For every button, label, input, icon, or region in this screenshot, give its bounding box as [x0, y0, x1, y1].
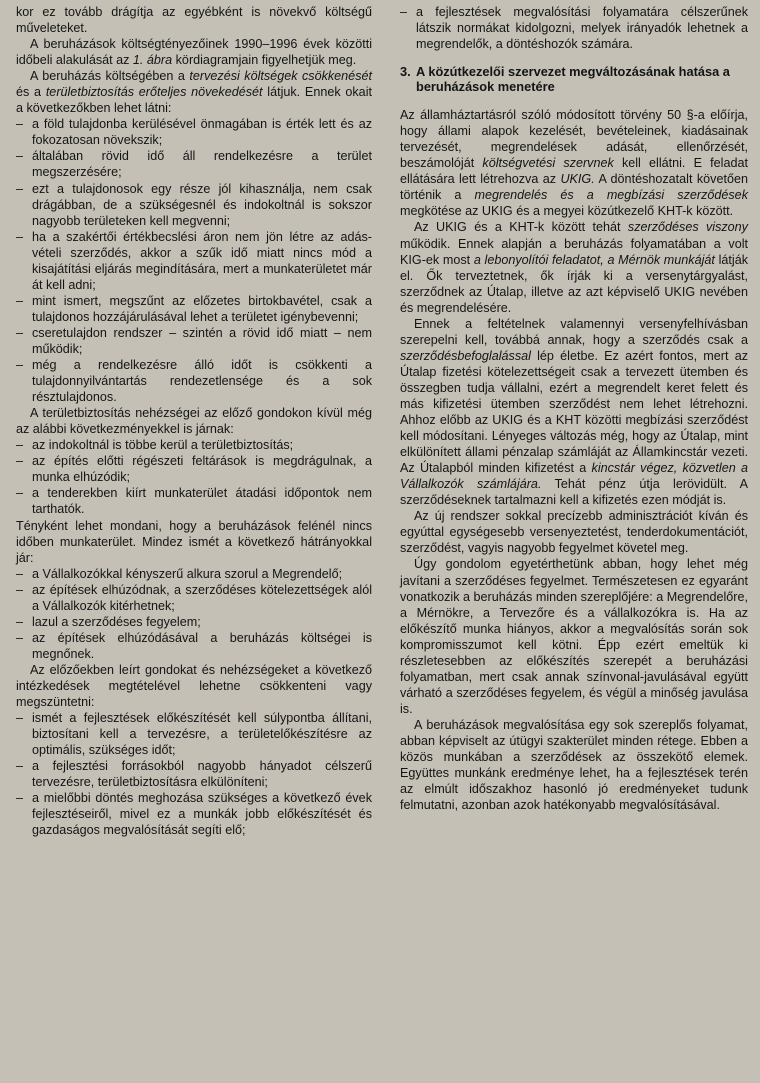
section-heading [400, 64, 748, 94]
emphasis-text: szerződésbefoglalással [400, 348, 531, 363]
emphasis-text: UKIG. [560, 172, 595, 187]
dash-list-item [16, 614, 372, 630]
text-run: megkötése az UKIG és a megyei közútkezelő KHT-k között. [400, 204, 734, 219]
text-run: lép életbe. Ez azért fontos, mert az Útalap fizetési kötelezettségeit csak a tervezett ütemben és összegben tudja vállalni, ezért a megrendelt keret felett és más kifizetési ütemben szerződést nem lehet létrehozni. Ahhoz előbb az UKIG és a KHT közötti megbízási szerződést kell módosítani. Lényeges változás még, hogy az Útalap, mint elkülönített állami pénzalap számláját az Államkincstár vezeti. Az Útalapból minden kifizetést a [400, 348, 748, 476]
emphasis-text: megrendelés és a megbízási szerződések [474, 188, 748, 203]
text-run: az építések elhúzódásával a beruházás költségei is megnőnek. [32, 630, 372, 661]
paragraph [16, 4, 372, 36]
emphasis-text: a lebonyolítói feladatot, a Mérnök munkáját [473, 252, 715, 267]
dash-list-item [16, 325, 372, 357]
right-column [400, 4, 748, 813]
text-run: Úgy gondolom egyetérthetünk abban, hogy lehet még javítani a szerződéses fegyelmet. Természetesen ez egyaránt vonatkozik a beruházás minden szereplőjére: a Megrendelőre, a Mérnökre, a Tervezőre és a vállalkozókra is. Ha az előkészítő munka hiányos, akkor a megvalósítás során sok kompromisszumot kell kötni. Épp ezért emeltük ki részletesebben az előkészítés szerepét a beruházási folyamatban, mert csak annak színvonal-javulásával együtt várható a szerződéses fegyelem, és végül a minőség javulása is. [400, 557, 748, 716]
text-run: ha a szakértői értékbecslési áron nem jön létre az adás-vételi szerződés, akkor a szűk idő miatt nincs mód a kisajátítási eljárás megindítására, mert a munkaterületet már át kell adni; [32, 229, 372, 292]
text-run: cseretulajdon rendszer – szintén a rövid idő miatt – nem működik; [32, 325, 372, 356]
text-run: kell ellátni. E feladat ellátására lett létrehozva az [400, 156, 748, 187]
section-number: 3. [400, 64, 411, 80]
text-run: mint ismert, megszűnt az előzetes birtokbavétel, csak a tulajdonos hozzájárulásával lehet a területet igénybevenni; [32, 293, 372, 324]
text-run: kördiagramjain figyelhetjük meg. [172, 53, 357, 68]
emphasis-text: költségvetési szervnek [482, 156, 614, 171]
emphasis-text: szerződéses viszony [627, 220, 748, 235]
text-run: még a rendelkezésre álló időt is csökkenti a tulajdonnyilvántartás rendezetlensége és a sok résztulajdonos. [32, 358, 372, 405]
text-run: az indokoltnál is többe kerül a területbiztosítás; [32, 438, 294, 453]
text-run: Az UKIG és a KHT-k között tehát [414, 220, 628, 235]
text-run: A közútkezelői szervezet megváltozásának hatása a beruházások menetére [416, 64, 730, 95]
paragraph [16, 36, 372, 68]
paragraph [400, 556, 748, 716]
dash-list-item [16, 148, 372, 180]
dash-list-item [16, 790, 372, 838]
text-run: a föld tulajdonba kerülésével önmagában is érték lett és az fokozatosan növekszik; [32, 117, 372, 148]
text-run: a tenderekben kiírt munkaterület átadási időpontok nem tarthatók. [32, 486, 372, 517]
text-run: A beruházások költségtényezőinek 1990–1996 évek közötti időbeli alakulását az [16, 37, 372, 68]
text-run: Az új rendszer sokkal precízebb adminisztrációt kíván és egyúttal egységesebb versenyeztetést, tenderdokumentációt, szerződést, vagyis nagyobb fegyelmet követel meg. [400, 509, 748, 556]
text-run: Ennek a feltételnek valamennyi versenyfelhívásban szerepelni kell, továbbá annak, hogy a szerződés csak a [400, 316, 748, 347]
text-run: A beruházások megvalósítása egy sok szereplős folyamat, abban képviselt az útügyi szakterület minden rétege. Ebben a közös munkában a szerződések az összekötő elemek. Együttes munkánk eredménye lehet, ha a fejlesztések terén az elmúlt időszakhoz hasonló jó eredményeket tudunk felmutatni, azonban azok hatékonyabb megvalósításával. [400, 717, 748, 813]
paragraph [400, 508, 748, 556]
paragraph [16, 68, 372, 116]
text-run: A területbiztosítás nehézségei az előző gondokon kívül még az alábbi következményekkel is járnak: [16, 406, 372, 437]
dash-list-item [16, 293, 372, 325]
dash-list-item [16, 181, 372, 229]
text-run: látjuk. Ennek okait a következőkben lehet látni: [16, 85, 372, 116]
paragraph [16, 518, 372, 566]
dash-list-item [16, 710, 372, 758]
dash-list-item [400, 4, 748, 52]
paragraph [16, 662, 372, 710]
dash-list-item [16, 229, 372, 293]
paragraph [400, 219, 748, 315]
text-run: az építés előtti régészeti feltárások is megdrágulnak, a munka elhúzódik; [32, 454, 372, 485]
dash-list-item [16, 116, 372, 148]
text-run: Tényként lehet mondani, hogy a beruházások felénél nincs időben munkaterület. Mindez ismét a következő hátrányokkal jár: [16, 518, 372, 565]
paragraph [400, 316, 748, 509]
dash-list-item [16, 453, 372, 485]
text-run: és a [16, 85, 46, 100]
text-run: lazul a szerződéses fegyelem; [32, 614, 201, 629]
paragraph [400, 107, 748, 219]
dash-list-item [16, 630, 372, 662]
paragraph [16, 405, 372, 437]
dash-list-item [16, 582, 372, 614]
emphasis-text: kincstár végez, közvetlen a Vállalkozók számlájára. [400, 461, 748, 492]
emphasis-text: 1. ábra [132, 53, 173, 68]
text-run: A döntéshozatalt követően történik a [400, 172, 748, 203]
text-run: a fejlesztések megvalósítási folyamatára célszerűnek látszik normákat kidolgozni, melyek irányadók lehetnek a megrendelők, a döntéshozók számára. [416, 5, 748, 52]
text-run: A beruházás költségében a [30, 69, 190, 84]
left-column [16, 4, 372, 838]
text-run: ezt a tulajdonosok egy része jól kihasználja, nem csak drágábban, de a szükségesnél és indokoltnál is sokszor nagyobb területeken kell megvenni; [32, 181, 372, 228]
emphasis-text: tervezési költségek csökkenését [189, 69, 372, 84]
text-run: a mielőbbi döntés meghozása szükséges a következő évek fejlesztéseiről, mivel ez a munkák jobb előkészítését és gazdaságos megvalósítását segíti elő; [32, 791, 372, 838]
text-run: a fejlesztési forrásokból nagyobb hányadot célszerű tervezésre, területbiztosításra elkülöníteni; [32, 759, 372, 790]
text-run: az építések elhúzódnak, a szerződéses kötelezettségek alól a Vállalkozók kitérhetnek; [32, 582, 372, 613]
text-run: Az államháztartásról szóló módosított törvény 50 §-a előírja, hogy állami alapok kezelését, bevételeinek, kiadásainak tervezését, megrendelések adását, ellenőrzését, beszámolóját [400, 108, 748, 171]
dash-list-item [16, 485, 372, 517]
text-run: Az előzőekben leírt gondokat és nehézségeket a következő intézkedések megtételével lehetne csökkenteni vagy megszüntetni: [16, 662, 372, 710]
text-run: Tehát pénz útja lerövidült. A szerződéseknek tartalmazni kell a kifizetés ezen módját is. [400, 477, 749, 508]
dash-list-item [16, 566, 372, 582]
dash-list-item [16, 357, 372, 405]
text-run: általában rövid idő áll rendelkezésre a terület megszerzésére; [32, 149, 372, 180]
emphasis-text: területbiztosítás erőteljes növekedését [45, 85, 263, 100]
text-run: a Vállalkozókkal kényszerű alkura szorul a Megrendelő; [32, 566, 343, 581]
dash-list-item [16, 758, 372, 790]
text-run: ismét a fejlesztések előkészítését kell súlypontba állítani, biztosítani kell a tervezésre, a területelőkészítésre az optimális, szükséges időt; [32, 711, 372, 758]
text-run: látják el. Ők terveztetnek, ők írják ki a versenytárgyalást, szerződnek az Útalap, illetve az azt képviselő UKIG nevében és megrendelésére. [400, 252, 749, 315]
text-run: működik. Ennek alapján a beruházás folyamatában a volt KIG-ek most [400, 236, 748, 267]
text-run: kor ez tovább drágítja az egyébként is növekvő költségű műveleteket. [16, 5, 372, 36]
dash-list-item [16, 437, 372, 453]
paragraph [400, 717, 748, 813]
